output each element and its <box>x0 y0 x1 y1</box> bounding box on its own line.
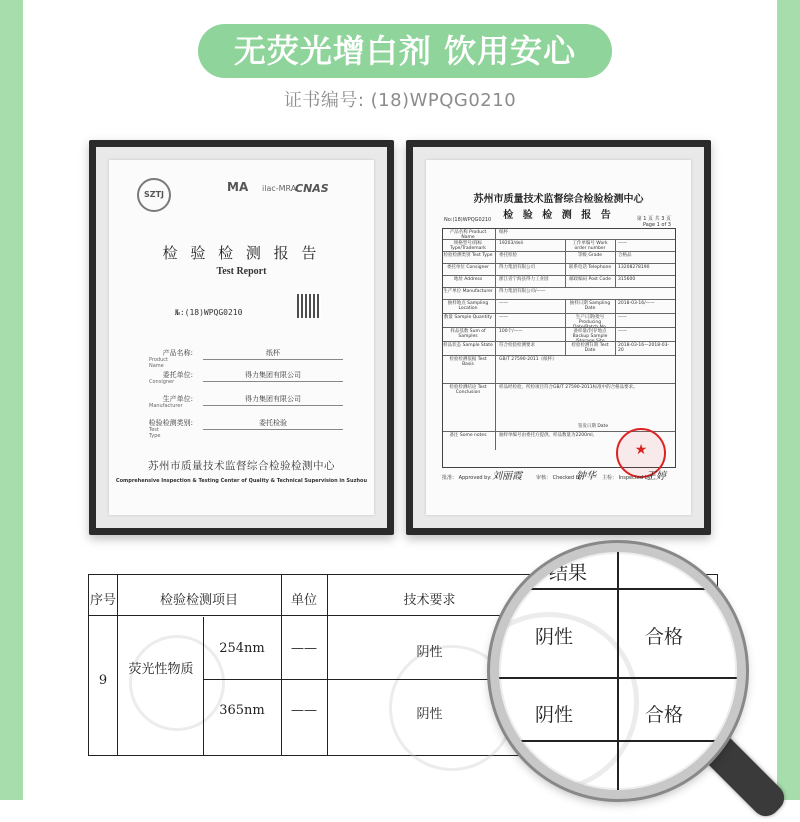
report-column-divider <box>565 328 566 342</box>
report-row-value: 委托检验 <box>499 253 517 258</box>
report-column-divider <box>495 432 496 450</box>
wavelength-365: 365nm <box>219 703 265 718</box>
mag-result-254: 阴性 <box>535 626 574 648</box>
inspected-label: 主检： Inspected by: <box>602 475 653 481</box>
field-label: 委托单位: <box>162 371 193 379</box>
report-table-row <box>443 313 675 328</box>
report-detail-frame <box>406 140 711 535</box>
report-row-value: 2018-03-16—2018-03-20 <box>618 343 670 353</box>
report-row-value: —— <box>499 301 508 306</box>
report-row-label: 等级 Grade <box>577 253 603 258</box>
report-column-divider <box>615 342 616 356</box>
report-column-divider <box>615 328 616 342</box>
report-row-value: 315600 <box>618 277 636 282</box>
mag-result-365: 阴性 <box>535 704 574 726</box>
magnifying-glass-icon <box>490 543 746 799</box>
field-label: 检验检测类别: <box>148 419 193 427</box>
report-title: 检 验 检 测 报 告 <box>162 244 321 262</box>
report-row-value: 100个/—— <box>499 329 523 334</box>
report-row-label: 数量 Sample Quantity <box>443 315 493 320</box>
checked-signature: 钟华 <box>576 471 596 482</box>
header-requirement: 技术要求 <box>403 593 456 608</box>
qr-code <box>297 294 321 318</box>
report-row-label: 检验检测依据 Test Basis <box>449 357 487 367</box>
report-row-value: —— <box>618 329 627 334</box>
report-table-row <box>443 299 675 314</box>
header-test-item: 检验检测项目 <box>159 593 238 608</box>
report-column-divider <box>615 314 616 328</box>
report-table-row <box>443 341 675 356</box>
report-row-value: GB/T 27590-2011《纸杯》 <box>499 357 557 362</box>
report-row-value: 13208278190 <box>618 265 650 270</box>
mag-verdict-254: 合格 <box>645 626 684 648</box>
certificate-number: 证书编号: (18)WPQG0210 <box>283 90 517 111</box>
report-table-row <box>443 327 675 342</box>
report-column-divider <box>565 342 566 356</box>
approved-label: 批准： Approved by: <box>442 475 492 481</box>
requirement-254: 阴性 <box>416 645 443 660</box>
report-row-value: —— <box>499 315 508 320</box>
mag-result-header: 结果 <box>549 562 588 584</box>
report-row-label: 样品基数 Sum of Samples <box>450 329 486 339</box>
report-number: №:(18)WPQG0210 <box>175 308 243 317</box>
report-row-label: 邮政编码 Post Code <box>569 277 611 282</box>
report-row-label: 备注 Some notes <box>449 433 487 438</box>
report-row-value: 浙江省宁海县得力工业园 <box>499 277 549 282</box>
page-indicator-cn: 第 1 页 共 3 页 <box>636 216 671 222</box>
report-column-divider <box>565 300 566 314</box>
field-sublabel: Product Name <box>149 357 168 369</box>
report-row-value: 19203/deli <box>499 241 523 246</box>
sztj-logo: SZTJ <box>137 178 171 212</box>
report-row-label: 样品状态 Sample State <box>443 343 493 348</box>
report-row-value: —— <box>618 315 627 320</box>
report-column-divider <box>615 300 616 314</box>
field-value: 得力集团有限公司 <box>203 394 343 406</box>
column-divider <box>203 617 204 755</box>
field-value: 得力集团有限公司 <box>203 370 343 382</box>
report-row-label: 产品名称 Product Name <box>449 230 487 240</box>
report-number: No:(18)WPQG0210 <box>444 217 492 223</box>
field-sublabel: Manufacturer <box>149 403 183 409</box>
seal-star-icon: ★ <box>634 442 648 458</box>
magnified-view <box>499 552 737 790</box>
report-table-row <box>443 355 675 384</box>
cnas-logo: CNAS <box>295 182 329 195</box>
report-cover-page <box>109 160 374 515</box>
report-column-divider <box>495 384 496 432</box>
mag-verdict-365: 合格 <box>645 704 684 726</box>
report-row-value: 符合检验检测要求 <box>499 343 535 348</box>
institution-name: 苏州市质量技术监督综合检验检测中心 <box>148 460 335 472</box>
report-column-divider <box>495 314 496 328</box>
report-row-label: 联系电话 Telephone <box>568 265 612 270</box>
requirement-365: 阴性 <box>416 707 443 722</box>
report-row-label: 抽样地点 Sampling Location <box>447 301 489 311</box>
page-indicator <box>637 216 671 228</box>
report-title-en: Test Report <box>216 266 267 277</box>
report-row-value: 2018-03-16/—— <box>618 301 655 306</box>
report-row-value: 合格品 <box>618 253 632 258</box>
report-table-row <box>443 383 675 432</box>
accreditation-logos <box>127 172 356 212</box>
institution-name-en: Comprehensive Inspection & Testing Center of Quality & Technical Supervision in Suzhou <box>115 478 368 484</box>
report-row-label: 生产单位 Manufacturer <box>443 289 493 294</box>
report-row-label: 规格型号/商标 Type/Trademark <box>450 241 486 251</box>
report-row-value: 纸杯 <box>499 230 508 235</box>
page-indicator-en: Page 1 of 3 <box>642 222 671 228</box>
report-row-label: 地址 Address <box>453 277 483 282</box>
report-row-value: 得力集团有限公司 <box>499 265 535 270</box>
ilac-mra-logo: ilac-MRA <box>262 184 297 193</box>
report-column-divider <box>495 300 496 314</box>
header-no: 序号 <box>89 593 116 608</box>
header-unit: 单位 <box>290 593 317 608</box>
inspected-signature: 王婷 <box>646 471 666 482</box>
checked-label: 审核： Checked by: <box>536 475 584 481</box>
report-row-label: 检验检测类别 Test Type <box>443 253 493 258</box>
cma-logo: MA <box>227 180 249 194</box>
report-column-divider <box>495 229 496 239</box>
report-cover-frame <box>89 140 394 535</box>
report-row-value: 得力集团有限公司/—— <box>499 289 546 294</box>
test-item-name: 荧光性物质 <box>128 662 194 677</box>
report-row-value: 抽样单编号由委托方提供。样品数量为2200ml。 <box>499 433 598 438</box>
report-detail-page <box>426 160 691 515</box>
mag-column-line <box>617 552 619 790</box>
report-row-label: 工作单编号 Work order number <box>572 241 608 251</box>
report-row-value: 样品经检验，所检项目符合GB/T 27590-2011标准中的合格品要求。 <box>499 385 638 390</box>
report-subtitle: 检 验 检 测 报 告 <box>503 210 614 221</box>
field-sublabel: Consigner <box>149 379 175 385</box>
field-label: 产品名称: <box>162 349 193 357</box>
row-number: 9 <box>98 673 108 688</box>
report-column-divider <box>495 356 496 384</box>
report-row-value: 签发日期 Date <box>577 424 609 429</box>
approved-signature: 刘丽霞 <box>492 471 522 482</box>
institution-title: 苏州市质量技术监督综合检验检测中心 <box>473 194 644 205</box>
wavelength-254: 254nm <box>219 641 265 656</box>
report-row-label: 生产日期/批号 Producing Date/Batch No. <box>572 315 608 330</box>
report-column-divider <box>495 342 496 356</box>
headline-banner: 无荧光增白剂 饮用安心 <box>198 24 612 78</box>
report-row-label: 抽样日期 Sampling Date <box>569 301 611 311</box>
unit-254: —— <box>291 641 317 656</box>
unit-365: —— <box>291 703 317 718</box>
report-row-label: 检验检测日期 Test Date <box>571 343 609 353</box>
report-column-divider <box>495 328 496 342</box>
field-sublabel: Test Type <box>149 427 161 439</box>
report-row-value: —— <box>618 241 627 246</box>
report-row-label: 备样量/封存地点 Backup Sample /Storage Site <box>572 329 608 344</box>
field-label: 生产单位: <box>162 395 193 403</box>
report-row-label: 委托单位 Consigner <box>446 265 490 270</box>
report-column-divider <box>565 314 566 328</box>
field-value: 委托检验 <box>203 418 343 430</box>
report-row-label: 检验检测结论 Test Conclusion <box>449 385 487 395</box>
report-table-row <box>443 229 675 239</box>
field-value: 纸杯 <box>203 348 343 360</box>
